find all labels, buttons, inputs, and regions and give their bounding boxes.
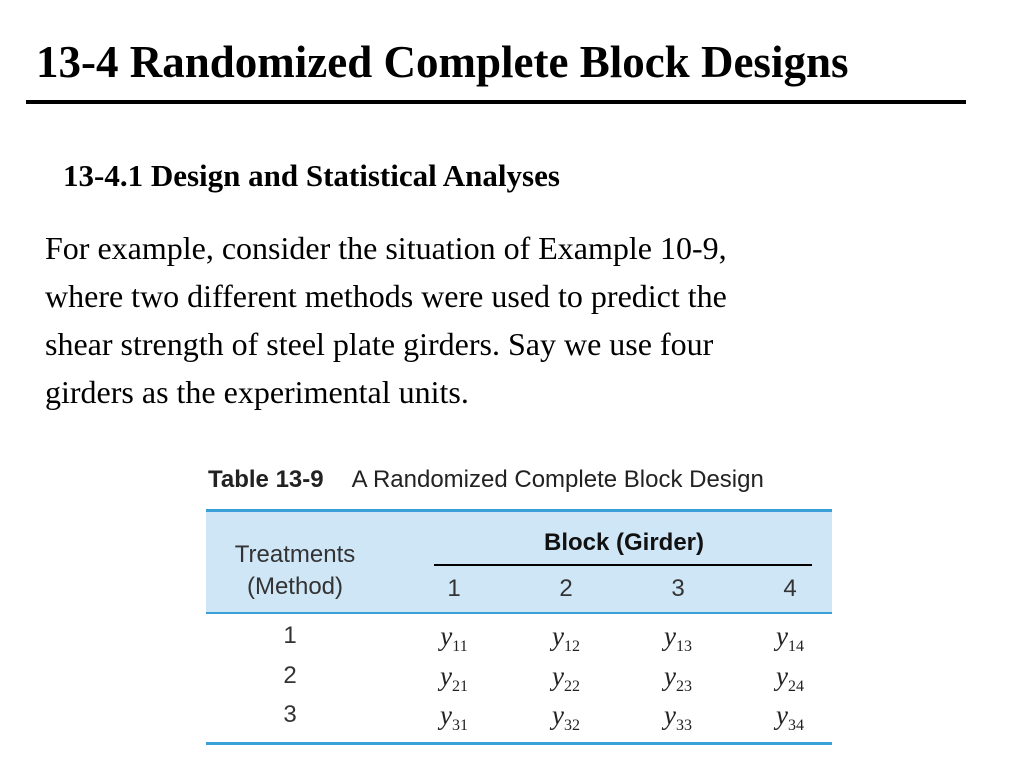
body-line: For example, consider the situation of Example 10-9, <box>45 230 727 266</box>
observation-cell: $y_{24}$ <box>776 661 804 695</box>
observation-cell: $y_{13}$ <box>664 621 692 655</box>
observation-cell: $y_{21}$ <box>440 661 468 695</box>
body-line: shear strength of steel plate girders. Say we use four <box>45 326 714 362</box>
column-header: 1 <box>447 575 461 602</box>
observation-cell: $y_{31}$ <box>440 700 468 734</box>
block-group-header: Block (Girder) <box>543 529 705 556</box>
table-header-rule <box>206 612 832 614</box>
design-table <box>206 509 832 749</box>
treatment-label: 3 <box>283 701 297 728</box>
title-underline <box>26 100 966 104</box>
slide-title: 13-4 Randomized Complete Block Designs <box>36 37 849 87</box>
observation-cell: $y_{32}$ <box>552 700 580 734</box>
row-header-treatments: Treatments <box>234 541 356 568</box>
column-header: 2 <box>559 575 573 602</box>
treatment-label: 2 <box>283 662 297 689</box>
block-group-rule <box>434 564 812 566</box>
treatment-label: 1 <box>283 622 297 649</box>
row-header-method: (Method) <box>246 573 344 600</box>
column-header: 3 <box>671 575 685 602</box>
section-subtitle: 13-4.1 Design and Statistical Analyses <box>63 158 560 193</box>
column-header: 4 <box>783 575 797 602</box>
observation-cell: $y_{14}$ <box>776 621 804 655</box>
table-caption <box>208 466 764 494</box>
body-line: girders as the experimental units. <box>45 374 469 410</box>
observation-cell: $y_{34}$ <box>776 700 804 734</box>
table-caption-text: A Randomized Complete Block Design <box>351 466 764 493</box>
observation-cell: $y_{11}$ <box>440 621 468 655</box>
observation-cell: $y_{33}$ <box>664 700 692 734</box>
observation-cell: $y_{12}$ <box>552 621 580 655</box>
table-number: Table 13-9 <box>208 466 324 493</box>
table-bottom-rule <box>206 742 832 745</box>
observation-cell: $y_{22}$ <box>552 661 580 695</box>
body-paragraph <box>45 224 925 416</box>
observation-cell: $y_{23}$ <box>664 661 692 695</box>
body-line: where two different methods were used to predict the <box>45 278 727 314</box>
